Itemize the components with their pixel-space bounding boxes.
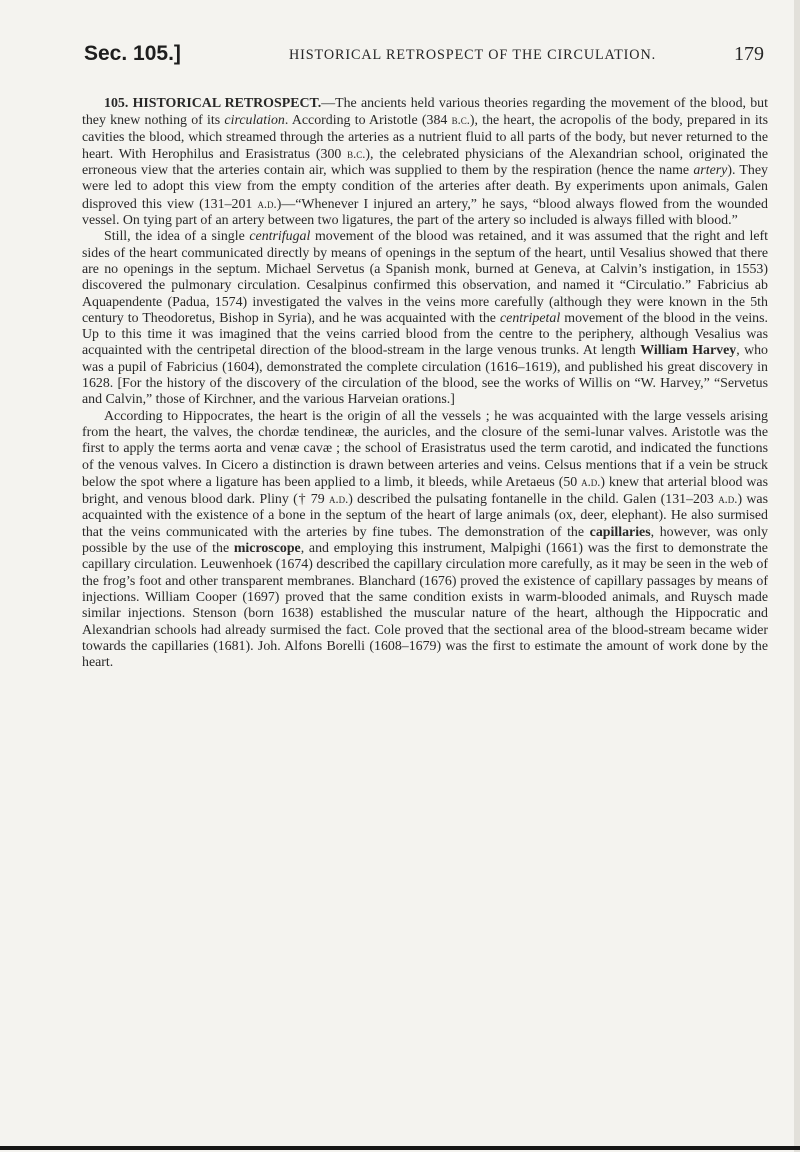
running-title: HISTORICAL RETROSPECT OF THE CIRCULATION. (289, 47, 657, 63)
text-run: ) knew that arterial blood was bright, and venous blood dark. Pliny († 79 (82, 474, 768, 508)
page-header (84, 42, 764, 78)
text-run: Still, the idea of a single (104, 229, 250, 245)
era-abbrev: a.d. (328, 492, 349, 507)
text-run: ) was acquainted with the existence of a bone in the septum of the heart of large animals (ox, deer, elephant). He also surmised that the veins communicated with the arteries by fine tubes. The demonstration of the (82, 492, 768, 540)
era-abbrev: a.d. (718, 492, 738, 507)
section-label: Sec. 105.] (84, 42, 181, 65)
text-run: , who was a pupil of Fabricius (1604), demonstrated the complete circulation (1616–1619), and published his great discovery in 1628. [For the history of the discovery of the circulation of the blood, see the works of Willis on “W. Harvey,” “Servetus and Calvin,” those of Kirchner, and the various Harveian orations.] (82, 343, 768, 408)
italic-term: artery (693, 163, 728, 179)
italic-term: centrifugal (249, 229, 311, 245)
bold-term: capillaries (589, 524, 651, 540)
text-run: , and employing this instrument, Malpighi (1661) was the first to demonstrate the capillary circulation. Leuwenhoek (1674) described the capillary circulation more carefully, as it may be seen in the web of the frog’s foot and other transparent membranes. Blanchard (1676) proved the existence of capillary passages by means of injections. William Cooper (1697) proved that the same condition exists in warm-blooded animals, and Ruysch made similar injections. Stenson (born 1638) established the muscular nature of the heart, although the Hippocratic and Alexandrian schools had already surmised the fact. Cole proved that the sectional area of the blood-stream became wider towards the capillaries (1681). Joh. Alfons Borelli (1608–1679) was the first to estimate the amount of work done by the heart. (82, 541, 768, 671)
text-run: ) described the pulsating fontanelle in the child. Galen (131–203 (348, 492, 719, 508)
paragraph-1 (82, 96, 768, 229)
text-run: , however, was only possible by the use of the (82, 524, 768, 557)
text-run: ). They were led to adopt this view from the empty condition of the arteries after death. By experiments upon animals, Galen disproved this view (131–201 (82, 163, 768, 212)
italic-term: circulation (224, 113, 285, 129)
page-number: 179 (734, 43, 764, 65)
paragraph-3 (82, 409, 768, 672)
body-text (82, 96, 768, 671)
section-number: 105. (104, 96, 129, 111)
bottom-edge-rule (0, 1146, 800, 1150)
bold-term: William Harvey (640, 343, 737, 359)
text-run: movement of the blood was retained, and it was assumed that the right and left sides of the heart communicated directly by means of openings in the septum of the heart, until Vesalius showed that there are no openings in the septum. Michael Servetus (a Spanish monk, burned at Geneva, at Calvin’s instigation, in 1553) discovered the pulmonary circulation. Cesalpinus confirmed this observation, and named it “Circulatio.” Fabricius ab Aquapendente (Padua, 1574) investigated the valves in the veins more carefully (although they were known in the 5th century to Theodoretus, Bishop in Syria), and he was acquainted with the (82, 229, 768, 326)
italic-term: centripetal (500, 310, 561, 326)
section-heading: HISTORICAL RETROSPECT. (132, 96, 322, 111)
text-run: . According to Aristotle (384 (284, 113, 452, 129)
text-run: According to Hippocrates, the heart is the origin of all the vessels ; he was acquainted with the large vessels arising from the heart, the valves, the chordæ tendineæ, the auricles, and the closure of the semi-lunar valves. Aristotle was the first to apply the terms aorta and venæ cavæ ; the school of Erasistratus used the term carotid, and indicated the functions of the venous valves. In Cicero a distinction is drawn between arteries and veins. Celsus mentions that if a vein be struck below the spot where a ligature has been applied to a limb, it bleeds, while Aretaeus (50 (82, 408, 768, 490)
era-abbrev: b.c. (451, 113, 470, 128)
era-abbrev: a.d. (581, 474, 601, 489)
bold-term: microscope (233, 541, 301, 557)
text-run: —The ancients held various theories regarding the movement of the blood, but they knew nothing of its (82, 96, 768, 129)
text-run: ), the celebrated physicians of the Alexandrian school, originated the erroneous view that the arteries contain air, which was supplied to them by the respiration (hence the name (82, 146, 768, 179)
page-edge-shadow (794, 0, 800, 1152)
text-run: )—“Whenever I injured an artery,” he says, “blood always flowed from the wounded vessel. On tying part of an artery between two ligatures, the part of the artery so included is always filled with blood.” (82, 196, 768, 229)
era-abbrev: b.c. (347, 146, 366, 161)
era-abbrev: a.d. (257, 196, 277, 211)
paragraph-2 (82, 229, 768, 408)
text-run: ), the heart, the acropolis of the body, prepared in its cavities the blood, which streamed through the arteries as a nutrient fluid to all parts of the body, but never returned to the heart. With Herophilus and Erasistratus (300 (82, 113, 768, 162)
text-run: movement of the blood in the veins. Up to this time it was imagined that the veins carried blood from the centre to the periphery, although Vesalius was acquainted with the centripetal direction of the blood-stream in the large venous trunks. At length (82, 310, 769, 359)
